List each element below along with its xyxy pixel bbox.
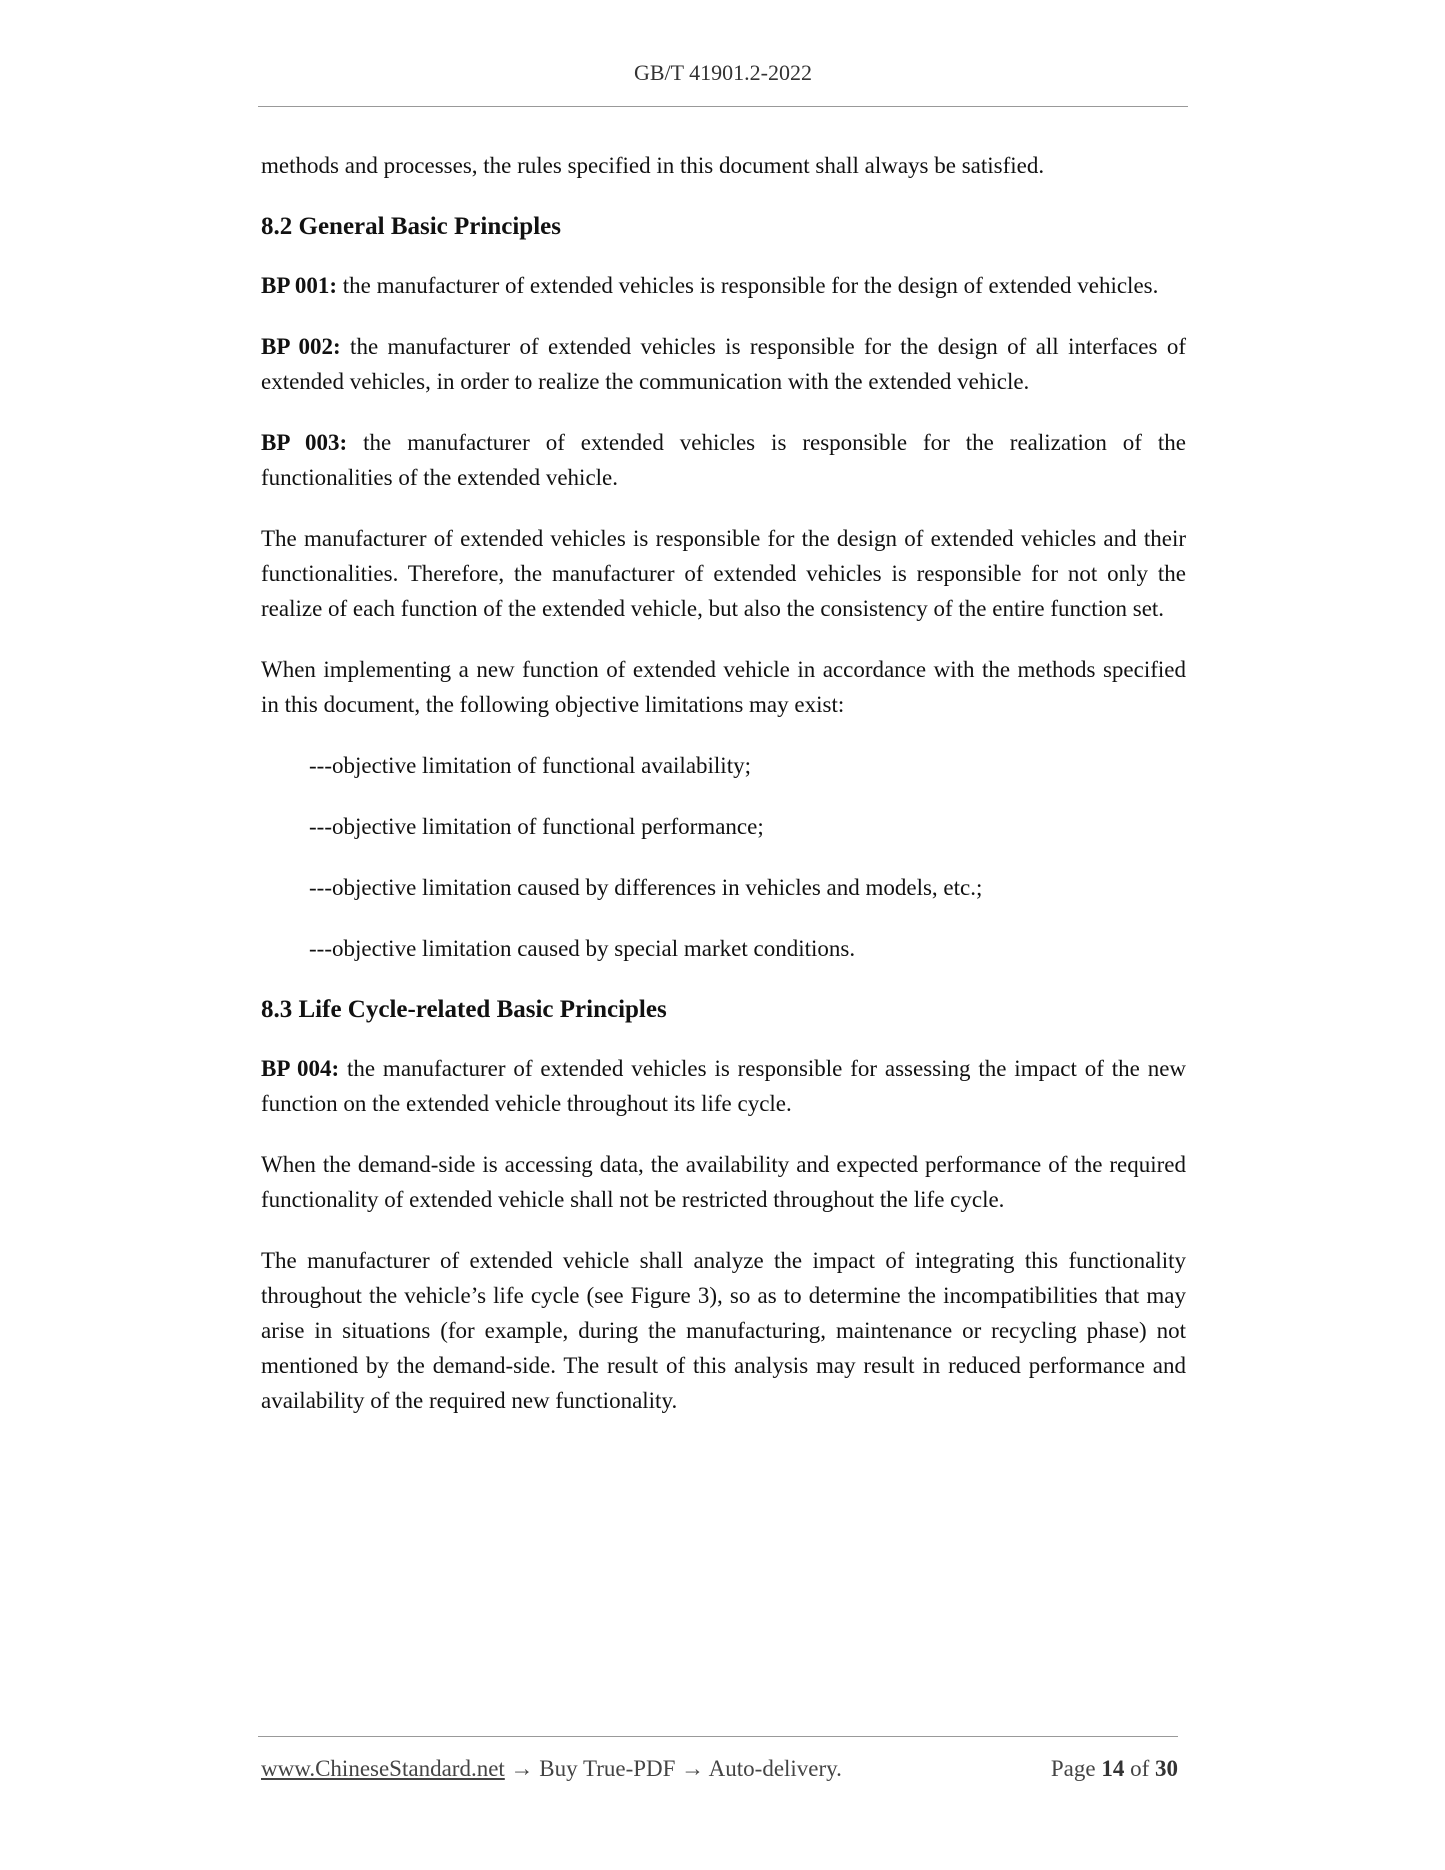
bp-002-text: the manufacturer of extended vehicles is responsible for the design of all interfaces of extended vehicles, in order to realize the communication with the extended vehicle.: [261, 334, 1187, 394]
section-heading-8-3: 8.3 Life Cycle-related Basic Principles: [261, 996, 667, 1023]
website-link[interactable]: www.ChineseStandard.net: [261, 1756, 505, 1781]
page-footer: [261, 1756, 1178, 1782]
current-page: 14: [1101, 1756, 1125, 1781]
bp-003: [261, 425, 1186, 495]
paragraph: The manufacturer of extended vehicles is responsible for the design of extended vehicles and their functionalities. Therefore, the manufacturer of extended vehicles is responsible for not only the realize of each function of the extended vehicle, but also the consistency of the entire function set.: [261, 526, 1186, 621]
bp-001-label: BP 001:: [261, 273, 338, 298]
bp-003-label: BP 003:: [261, 430, 348, 455]
document-body: [261, 148, 1186, 1444]
section-heading-8-2: 8.2 General Basic Principles: [261, 213, 561, 240]
intro-paragraph: methods and processes, the rules specified in this document shall always be satisfied.: [261, 153, 1045, 178]
paragraph: When implementing a new function of extended vehicle in accordance with the methods specified in this document, the following objective limitations may exist:: [261, 657, 1186, 717]
bp-001: [261, 268, 1186, 303]
bp-001-text: the manufacturer of extended vehicles is responsible for the design of extended vehicles.: [337, 273, 1159, 298]
page-number: Page 14 of 30: [1050, 1756, 1178, 1781]
list-item: ---objective limitation of functional performance;: [309, 814, 764, 839]
total-pages: 30: [1155, 1756, 1178, 1781]
paragraph: When the demand-side is accessing data, the availability and expected performance of the required functionality of extended vehicle shall not be restricted throughout the life cycle.: [261, 1152, 1186, 1212]
bp-004-text: the manufacturer of extended vehicles is responsible for assessing the impact of the new function on the extended vehicle throughout its life cycle.: [261, 1056, 1187, 1116]
bp-003-text: the manufacturer of extended vehicles is responsible for the realization of the functionalities of the extended vehicle.: [261, 430, 1186, 490]
list-item: ---objective limitation caused by differences in vehicles and models, etc.;: [309, 875, 983, 900]
paragraph: The manufacturer of extended vehicle shall analyze the impact of integrating this functionality throughout the vehicle’s life cycle (see Figure 3), so as to determine the incompatibilities that may arise in situations (for example, during the manufacturing, maintenance or recycling phase) not mentioned by the demand-side. The result of this analysis may result in reduced performance and availability of the required new functionality.: [261, 1248, 1186, 1413]
bp-004: [261, 1051, 1186, 1121]
header-divider: [258, 106, 1188, 107]
buy-text: → Buy True-PDF → Auto-delivery.: [504, 1756, 842, 1781]
footer-divider: [258, 1736, 1178, 1737]
bp-002: [261, 329, 1186, 399]
bp-002-label: BP 002:: [261, 334, 341, 359]
list-item: ---objective limitation of functional availability;: [309, 753, 751, 778]
bp-004-label: BP 004:: [261, 1056, 340, 1081]
list-item: ---objective limitation caused by special market conditions.: [309, 936, 856, 961]
page-header: GB/T 41901.2-2022: [633, 60, 813, 85]
footer-left: [261, 1756, 842, 1782]
